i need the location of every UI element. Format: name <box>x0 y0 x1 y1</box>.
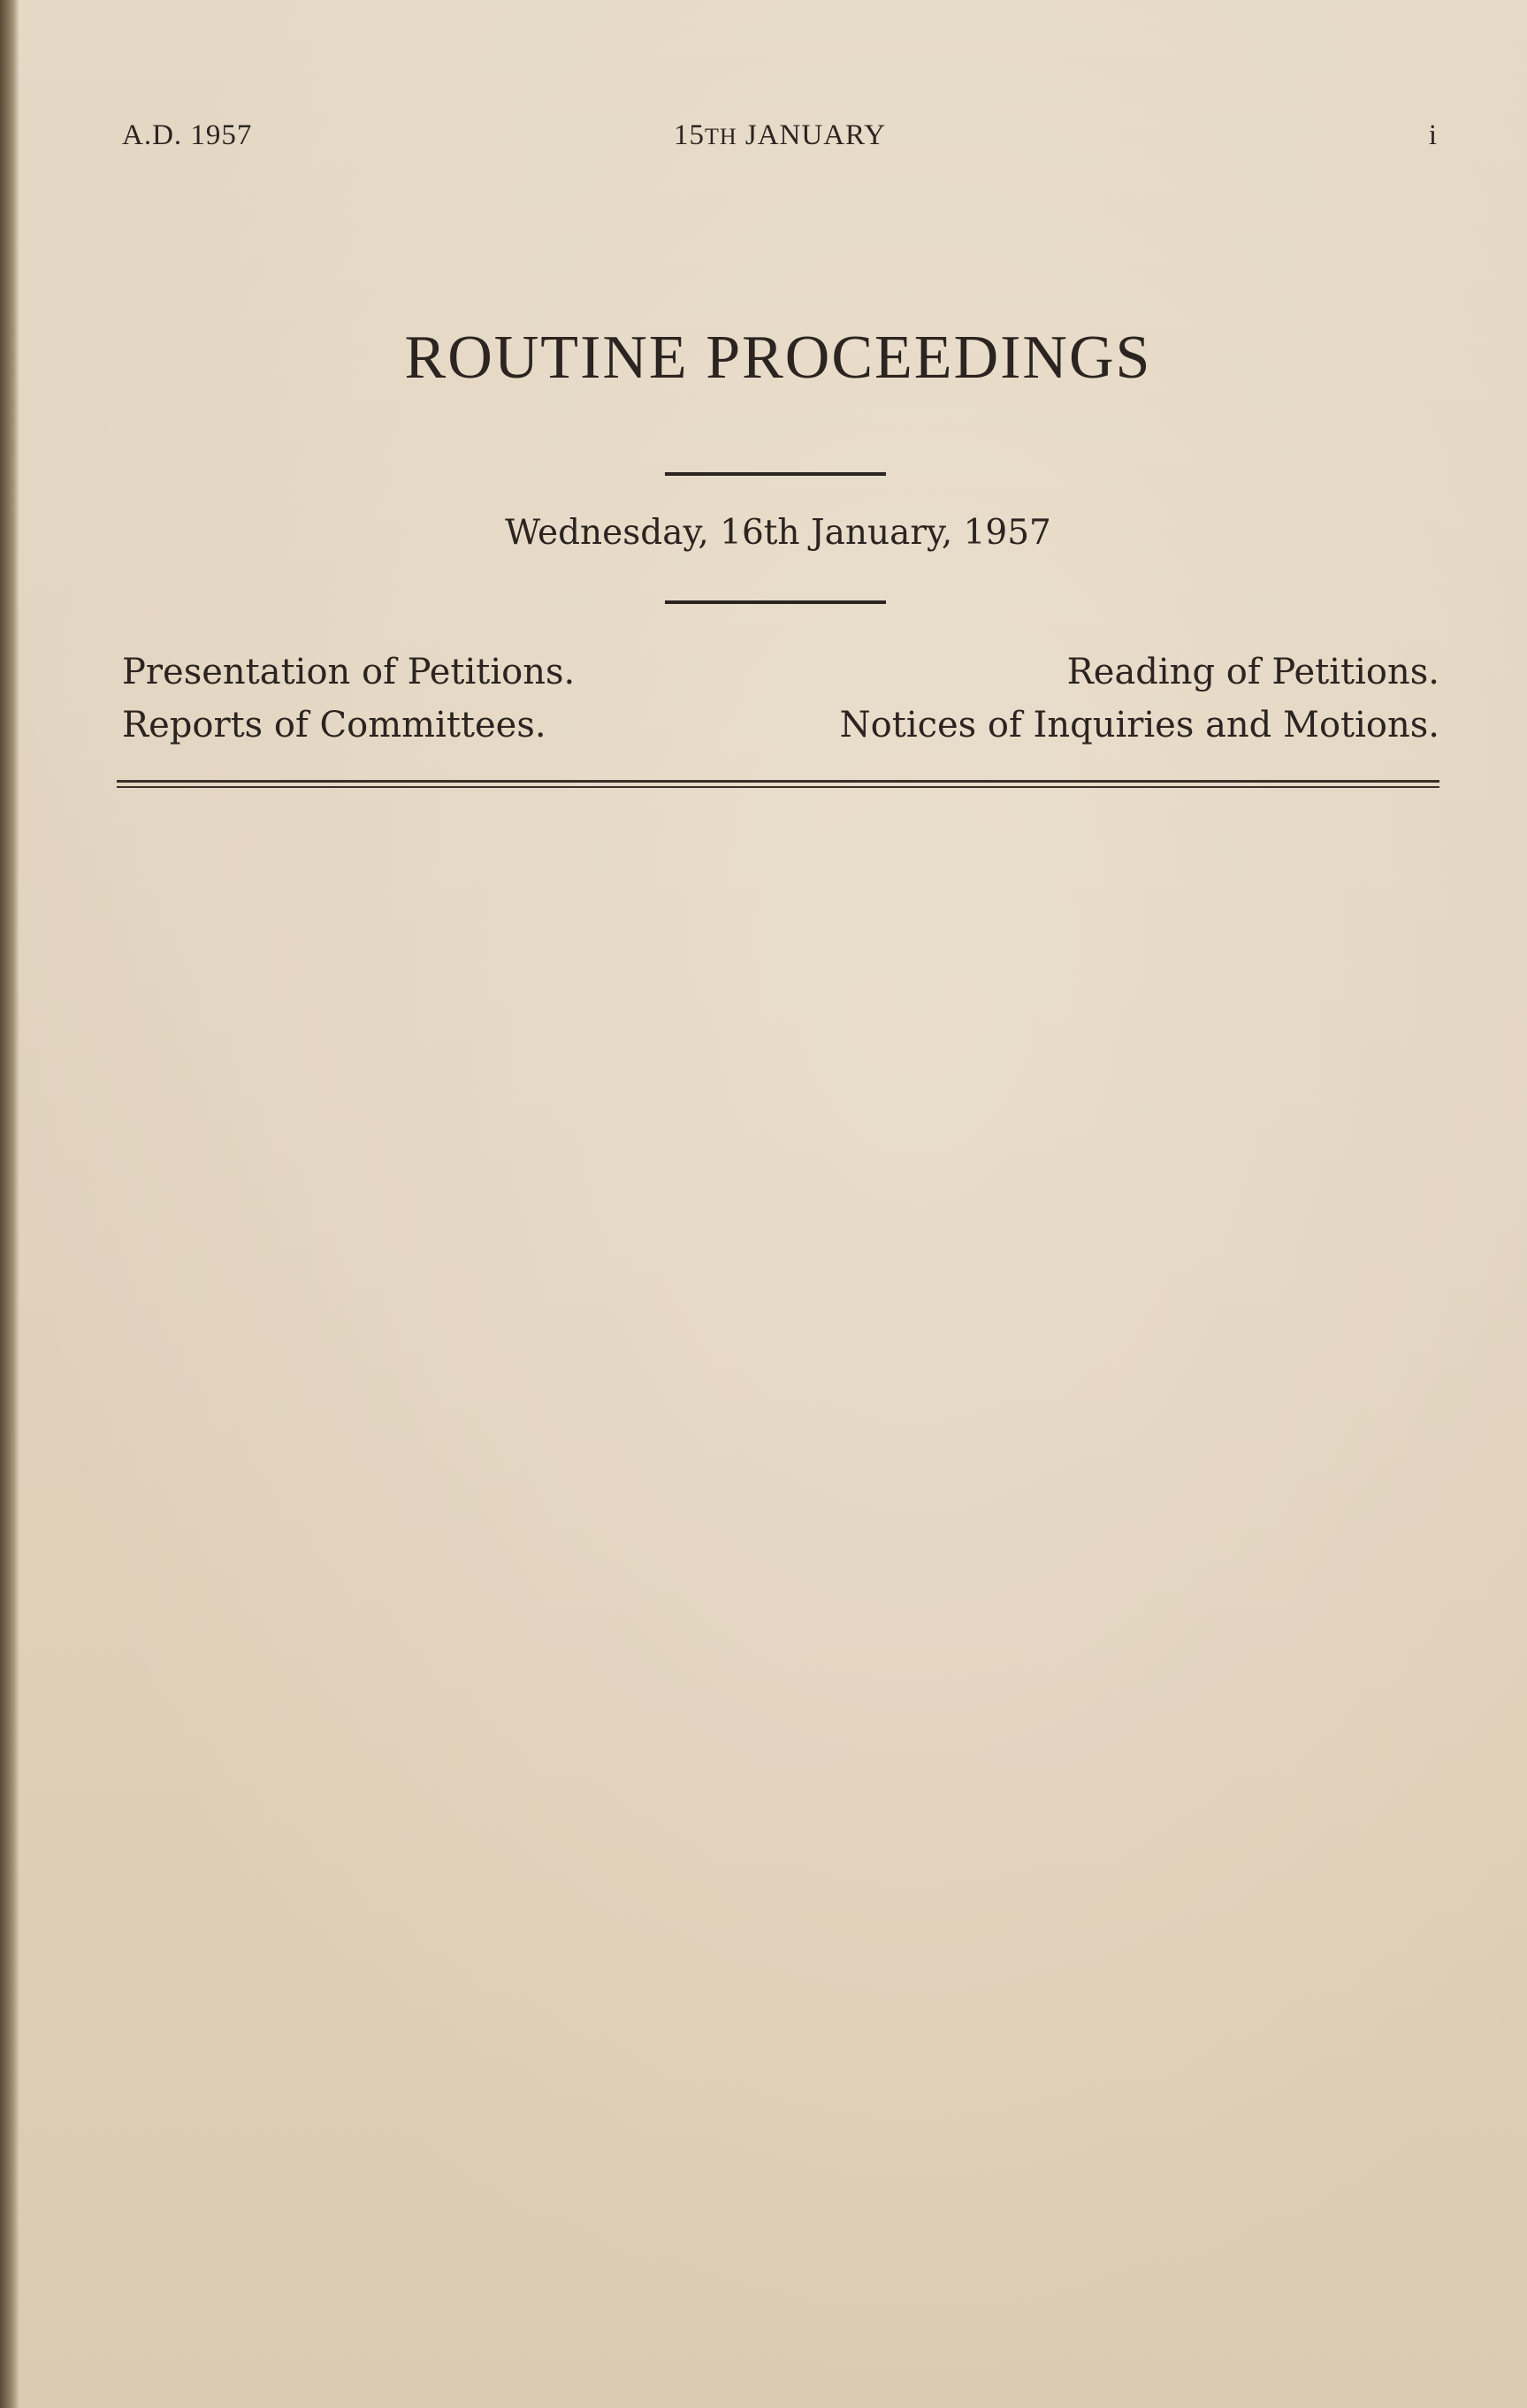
page-number: i <box>1428 119 1438 151</box>
running-head-date <box>122 119 1438 152</box>
running-head-year: A.D. 1957 <box>122 119 253 151</box>
title-divider-top <box>665 472 886 476</box>
running-head-month: JANUARY <box>744 119 887 151</box>
proceeding-item: Presentation of Petitions. <box>122 652 576 692</box>
running-head <box>122 119 1438 158</box>
proceeding-item: Reading of Petitions. <box>1066 652 1439 692</box>
session-date: Wednesday, 16th January, 1957 <box>505 513 1051 553</box>
page-title: ROUTINE PROCEEDINGS <box>404 324 1152 392</box>
proceedings-row <box>122 705 1439 754</box>
running-head-day: 15 <box>673 119 705 151</box>
title-divider-bottom <box>665 600 886 604</box>
proceeding-item: Reports of Committees. <box>122 705 546 745</box>
running-head-day-suffix: TH <box>704 124 737 149</box>
section-double-rule <box>117 780 1439 788</box>
proceeding-item: Notices of Inquiries and Motions. <box>839 705 1439 745</box>
proceedings-row <box>122 652 1439 701</box>
